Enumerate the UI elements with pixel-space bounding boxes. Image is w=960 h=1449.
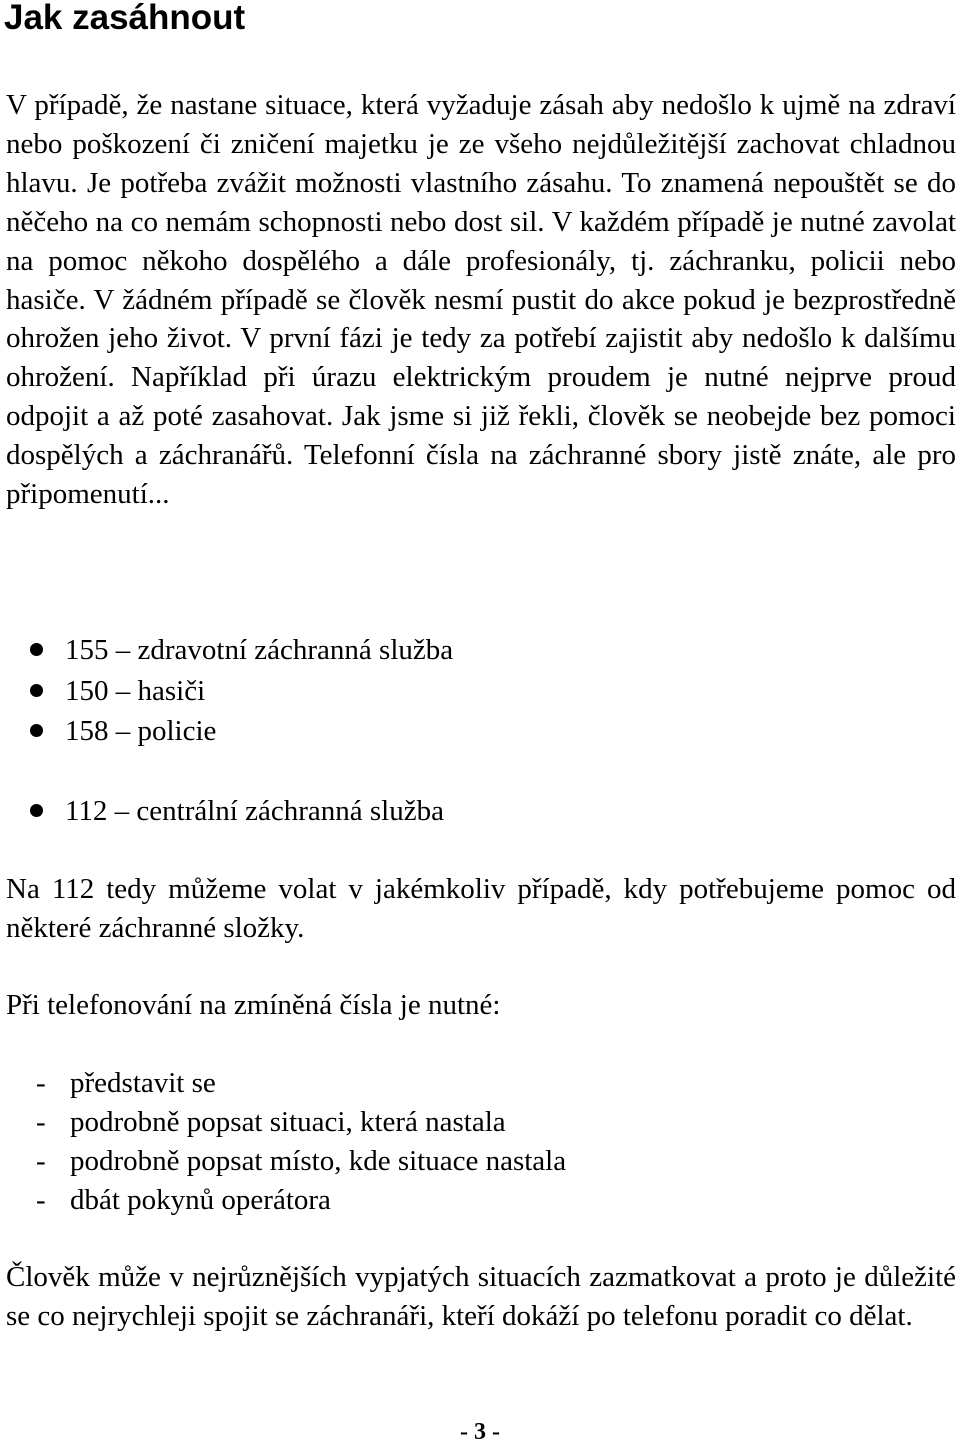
emergency-number: 158 – policie: [65, 715, 217, 747]
page-title: Jak zasáhnout: [4, 0, 246, 37]
emergency-number: 112 – centrální záchranná služba: [65, 795, 444, 827]
page-number: - 3 -: [460, 1419, 500, 1445]
list-item: [36, 1181, 331, 1220]
calling-step: podrobně popsat situaci, která nastala: [70, 1106, 506, 1138]
bullet-icon: [30, 684, 43, 697]
dash-marker: -: [36, 1184, 46, 1216]
calling-step: podrobně popsat místo, kde situace nastala: [70, 1145, 567, 1177]
list-item: [36, 1064, 216, 1103]
list-item: [30, 712, 216, 751]
calling-step: představit se: [70, 1067, 216, 1099]
bullet-icon: [30, 804, 43, 817]
note-112-paragraph: Na 112 tedy můžeme volat v jakémkoliv případě, kdy potřebujeme pomoc od některé záchranné složky.: [6, 873, 956, 944]
dash-marker: -: [36, 1067, 46, 1099]
bullet-icon: [30, 643, 43, 656]
list-item: [30, 672, 205, 711]
bullet-icon: [30, 724, 43, 737]
emergency-number: 155 – zdravotní záchranná služba: [65, 634, 454, 666]
emergency-number: 150 – hasiči: [65, 675, 206, 707]
list-item: [30, 631, 453, 670]
closing-paragraph: Člověk může v nejrůznějších vypjatých situacích zazmatkovat a proto je důležité se co nejrychleji spojit se záchranáři, kteří dokáží po telefonu poradit co dělat.: [6, 1261, 956, 1332]
dash-marker: -: [36, 1106, 46, 1138]
calling-step: dbát pokynů operátora: [70, 1184, 331, 1216]
calling-intro: Při telefonování na zmíněná čísla je nutné:: [6, 989, 501, 1021]
list-item: [30, 792, 444, 831]
intro-paragraph: V případě, že nastane situace, která vyžaduje zásah aby nedošlo k ujmě na zdraví nebo poškození či zničení majetku je ze všeho nejdůležitější zachovat chladnou hlavu. Je potřeba zvážit možnosti vlastního zásahu. To znamená nepouštět se do něčeho na co nemám schopnosti nebo dost sil. V každém případě je nutné zavolat na pomoc někoho dospělého a dále profesionály, tj. záchranku, policii nebo hasiče. V žádném případě se člověk nesmí pustit do akce pokud je bezprostředně ohrožen jeho život. V první fázi je tedy za potřebí zajistit aby nedošlo k dalšímu ohrožení. Například při úrazu elektrickým proudem je nutné nejprve proud odpojit a až poté zasahovat. Jak jsme si již řekli, člověk se neobejde bez pomoci dospělých a záchranářů. Telefonní čísla na záchranné sbory jistě znáte, ale pro připomenutí...: [6, 89, 956, 511]
list-item: [36, 1142, 566, 1181]
dash-marker: -: [36, 1145, 46, 1177]
list-item: [36, 1103, 506, 1142]
